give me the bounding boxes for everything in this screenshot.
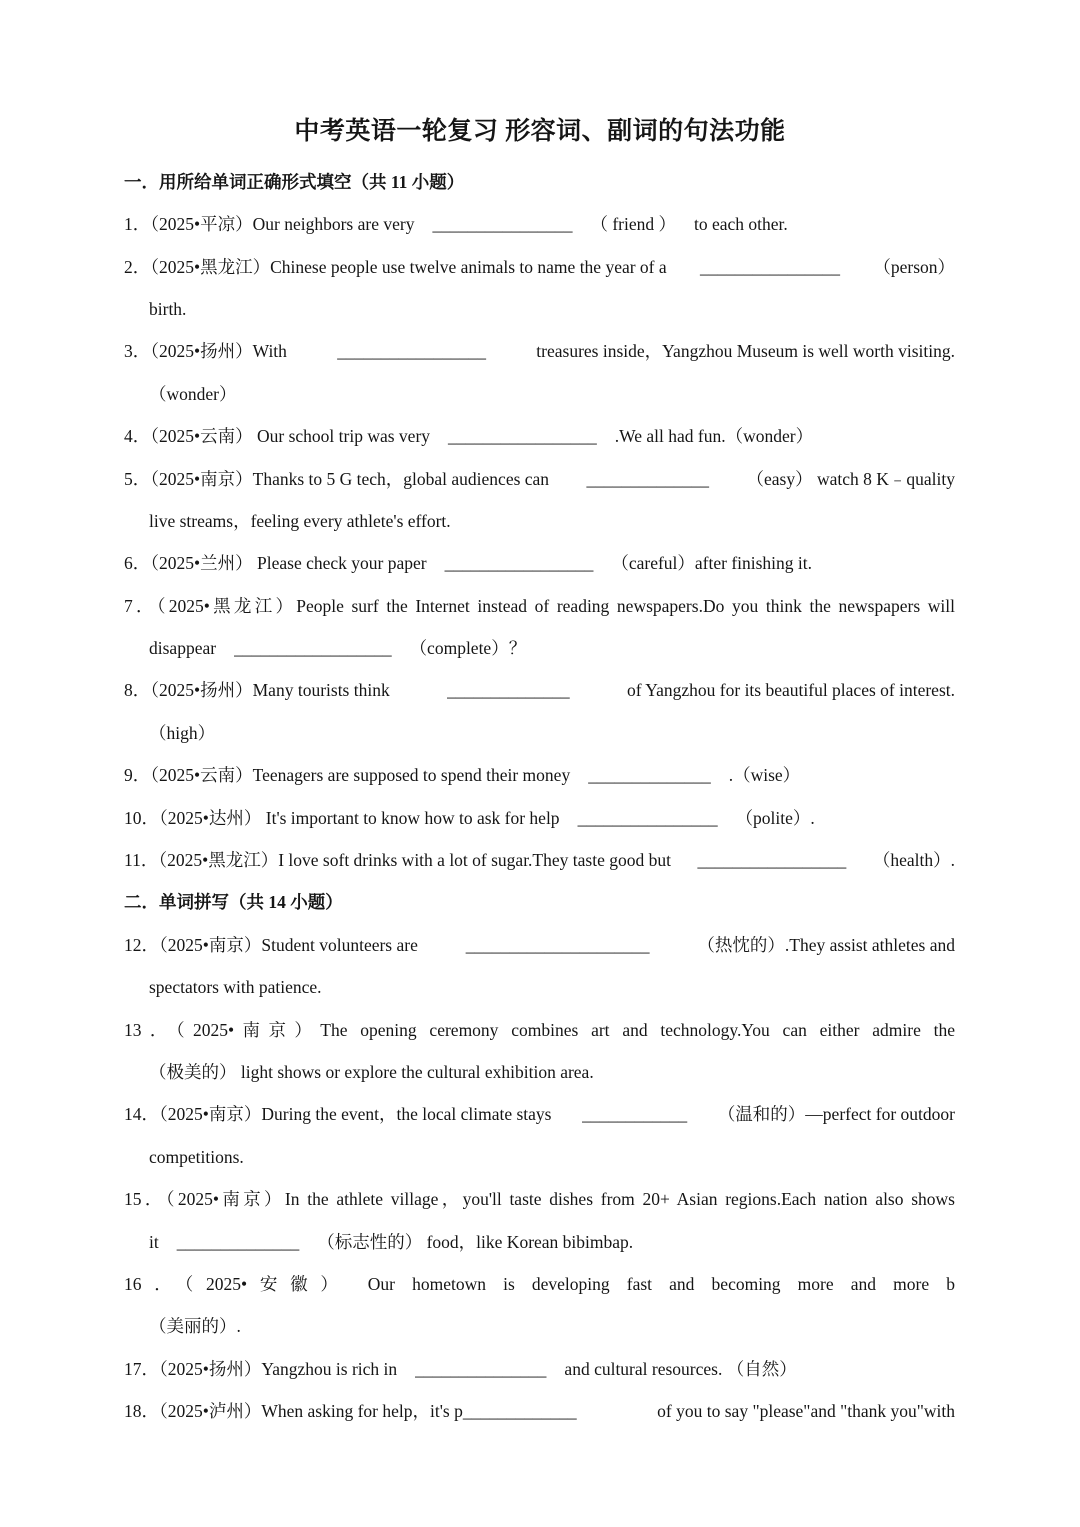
question-item — [124, 1093, 955, 1178]
question-item — [124, 585, 955, 670]
question-text: and cultural resources. （自然） — [564, 1358, 797, 1379]
answer-blank: _________________ — [444, 553, 594, 574]
question-text: 5．（2025•南京）Thanks to 5 G tech，global audiences can — [124, 468, 550, 489]
question-text: （health）. — [872, 850, 955, 871]
question-line — [124, 1093, 955, 1135]
question-text: （标志性的） food，like Korean bibimbap. — [317, 1231, 634, 1252]
question-text: （wonder） — [149, 383, 237, 404]
answer-blank: _____________________ — [465, 934, 650, 955]
question-line — [124, 1348, 955, 1390]
answer-blank: _______________ — [415, 1358, 547, 1379]
answer-blank: ______________ — [176, 1231, 300, 1252]
answer-blank: _________________ — [448, 426, 597, 447]
answer-blank: ________________ — [577, 807, 718, 828]
question-text: 6．（2025•兰州） Please check your paper — [124, 553, 427, 574]
question-text: 14．（2025•南京）During the event，the local climate stays — [124, 1104, 552, 1125]
question-text: spectators with patience. — [149, 977, 322, 998]
question-line — [124, 1136, 955, 1178]
question-item — [124, 1009, 955, 1094]
question-text: （careful）after finishing it. — [611, 553, 813, 574]
question-text: 2．（2025•黑龙江）Chinese people use twelve animals to name the year of a — [124, 256, 667, 277]
question-item — [124, 1178, 955, 1263]
answer-blank: ______________ — [588, 765, 711, 786]
question-line — [124, 1221, 955, 1263]
question-text: 4．（2025•云南） Our school trip was very — [124, 426, 431, 447]
question-item — [124, 797, 955, 839]
question-text: 16．（2025•安徽） Our hometown is developing fast and becoming more and more b — [124, 1273, 955, 1294]
answer-blank: ______________ — [447, 680, 570, 701]
question-text: .（wise） — [728, 765, 801, 786]
question-item — [124, 458, 955, 543]
question-text: of Yangzhou for its beautiful places of interest. — [626, 680, 955, 701]
question-text: 9．（2025•云南）Teenagers are supposed to spend their money — [124, 765, 571, 786]
question-text: 13．（2025•南京）The opening ceremony combines art and technology.You can either admire the — [124, 1019, 955, 1040]
question-text: live streams，feeling every athlete's effort. — [149, 510, 451, 531]
question-text: （温和的）—perfect for outdoor — [717, 1104, 955, 1125]
question-line — [124, 1390, 955, 1432]
section-heading: 一．用所给单词正确形式填空（共 11 小题） — [124, 171, 465, 192]
question-line — [124, 585, 955, 627]
question-text: （polite）. — [735, 807, 815, 828]
question-item — [124, 1263, 955, 1348]
question-item — [124, 330, 955, 415]
question-text: competitions. — [149, 1146, 244, 1167]
answer-blank: ________________ — [432, 214, 573, 235]
answer-blank: ____________ — [582, 1104, 688, 1125]
question-text: 11．（2025•黑龙江）I love soft drinks with a lot of sugar.They taste good but — [124, 850, 671, 871]
question-line — [124, 373, 955, 415]
question-text: 10．（2025•达州） It's important to know how to ask for help — [124, 807, 560, 828]
question-text: 8．（2025•扬州）Many tourists think — [124, 680, 390, 701]
question-line — [124, 1009, 955, 1051]
question-line — [124, 839, 955, 881]
answer-blank: ______________ — [586, 468, 710, 489]
question-text: （complete）？ — [409, 638, 527, 659]
question-text: 12．（2025•南京）Student volunteers are — [124, 934, 418, 955]
question-text: disappear — [149, 638, 217, 659]
question-list — [124, 161, 955, 1433]
question-line — [124, 288, 955, 330]
page-title: 中考英语一轮复习 形容词、副词的句法功能 — [294, 118, 786, 145]
question-text: of you to say "please"and "thank you"with — [657, 1401, 955, 1422]
question-line — [124, 754, 955, 796]
answer-blank: __________________ — [234, 638, 392, 659]
question-text: （high） — [149, 722, 216, 743]
question-line — [124, 542, 955, 584]
question-text: it — [149, 1231, 159, 1252]
question-line — [124, 458, 955, 500]
question-text: （美丽的）. — [149, 1316, 241, 1337]
question-text: 15．（2025•南京）In the athlete village，you'll taste dishes from 20+ Asian regions.Each nation also shows — [124, 1189, 955, 1210]
question-line — [124, 330, 955, 372]
question-item — [124, 754, 955, 796]
question-line — [124, 415, 955, 457]
question-text: birth. — [149, 298, 187, 319]
question-item — [124, 1390, 955, 1432]
answer-blank: ________________ — [700, 256, 840, 277]
question-text: .We all had fun.（wonder） — [614, 426, 814, 447]
question-item — [124, 1348, 955, 1390]
question-item — [124, 669, 955, 754]
question-line — [124, 797, 955, 839]
section-heading: 二．单词拼写（共 14 小题） — [124, 892, 343, 913]
question-text: （极美的） light shows or explore the cultural exhibition area. — [149, 1062, 594, 1082]
question-line — [124, 1305, 955, 1347]
question-line — [124, 712, 955, 754]
question-line — [124, 669, 955, 711]
question-text: treasures inside，Yangzhou Museum is well worth visiting. — [536, 341, 955, 362]
question-line — [124, 966, 955, 1008]
question-line — [124, 924, 955, 966]
question-text: 18．（2025•泸州）When asking for help，it's p_____________ — [124, 1401, 577, 1422]
question-item — [124, 924, 955, 1009]
question-text: 17．（2025•扬州）Yangzhou is rich in — [124, 1358, 398, 1379]
question-line — [124, 500, 955, 542]
question-line — [124, 1178, 955, 1220]
question-line — [124, 203, 955, 245]
question-text: （easy） watch 8 K﹣quality — [746, 468, 955, 489]
question-item — [124, 839, 955, 881]
question-item — [124, 542, 955, 584]
question-line — [124, 1051, 955, 1093]
question-text: （person） — [873, 256, 955, 277]
answer-blank: _________________ — [697, 850, 847, 871]
question-text: 1．（2025•平凉）Our neighbors are very — [124, 214, 415, 235]
question-item — [124, 246, 955, 331]
question-text: 3．（2025•扬州）With — [124, 341, 287, 362]
answer-blank: _________________ — [337, 341, 486, 362]
question-line — [124, 1263, 955, 1305]
question-item — [124, 203, 955, 245]
question-line — [124, 246, 955, 288]
question-text: （热忱的）.They assist athletes and — [697, 934, 955, 955]
question-item — [124, 415, 955, 457]
question-text: 7．（2025•黑龙江）People surf the Internet instead of reading newspapers.Do you think the newspapers will — [124, 595, 955, 616]
question-text: to each other. — [694, 214, 788, 235]
question-text: （ friend ） — [590, 214, 676, 235]
question-line — [124, 627, 955, 669]
